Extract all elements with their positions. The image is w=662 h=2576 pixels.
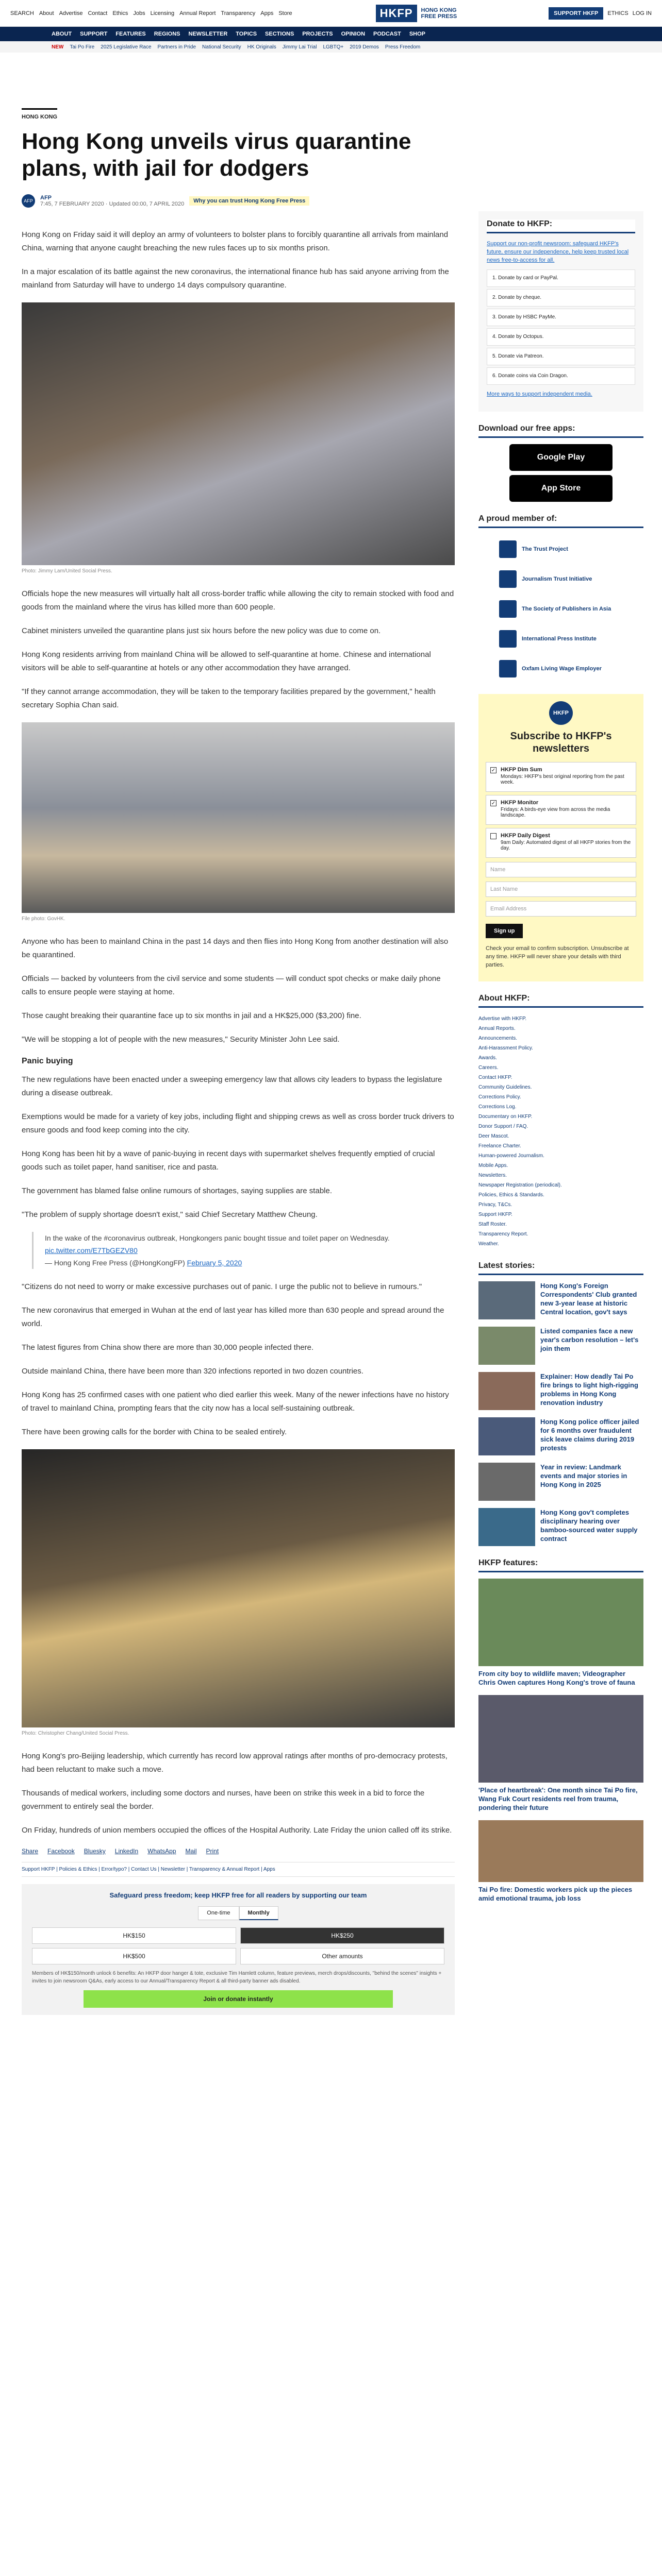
story-thumbnail [478,1327,535,1365]
frequency-toggle [32,1906,444,1920]
latest-story[interactable] [478,1327,643,1365]
share-mail[interactable]: Mail [185,1848,197,1855]
about-link[interactable]: Anti-Harassment Policy. [478,1045,533,1051]
trending-link[interactable]: LGBTQ+ [323,44,344,50]
donate-option[interactable]: 3. Donate by HSBC PayMe. [487,309,635,326]
one-time-tab[interactable]: One-time [198,1906,239,1920]
feature-title[interactable]: 'Place of heartbreak': One month since Tai Po fire, Wang Fuk Court residents reel from trauma, pondering their future [478,1786,638,1811]
latest-story[interactable] [478,1508,643,1546]
newsletter-option[interactable] [486,795,636,825]
story-thumbnail [478,1463,535,1501]
nav-item[interactable]: REGIONS [154,31,180,37]
amount-other[interactable]: Other amounts [240,1948,444,1964]
name-input[interactable]: Name [486,862,636,877]
paragraph: Exemptions would be made for a variety of key jobs, including flight and shipping crews as well as cross border truck drivers to ensure goods and food keep coming into the city. [22,1112,454,1134]
about-link[interactable]: Contact HKFP. [478,1075,512,1080]
top-link[interactable]: Jobs [133,10,145,16]
paragraph: The new regulations have been enacted under a sweeping emergency law that allows city leaders to bypass the legislature during a disease outbreak. [22,1075,442,1097]
nav-item[interactable]: PODCAST [373,31,401,37]
widget-heading: About HKFP: [478,994,643,1008]
feature-title[interactable]: From city boy to wildlife maven; Videographer Chris Owen captures Hong Kong's trove of fauna [478,1670,635,1686]
top-link[interactable]: Licensing [150,10,175,16]
feature-image [478,1579,643,1666]
paragraph: Hong Kong on Friday said it will deploy an army of volunteers to bolster plans to forcibly quarantine all arrivals from mainland China, warning that anyone caught breaching the new rules faces up to six months prison. [22,230,449,252]
article-photo [22,722,455,913]
nav-item[interactable]: SHOP [409,31,425,37]
donate-option[interactable]: 6. Donate coins via Coin Dragon. [487,367,635,385]
article-dates: 7:45, 7 FEBRUARY 2020 · Updated 00:00, 7 APRIL 2020 [40,201,185,207]
member-logo[interactable] [499,594,643,624]
latest-story[interactable] [478,1463,643,1501]
member-name: Journalism Trust Initiative [522,576,592,582]
about-link[interactable]: Newsletters. [478,1173,507,1178]
signup-button[interactable]: Sign up [486,924,523,938]
logo-line-1: HONG KONG [421,7,457,13]
member-icon [499,660,517,677]
about-link[interactable]: Community Guidelines. [478,1084,532,1090]
newsletter-option[interactable] [486,762,636,792]
donate-widget [478,211,643,412]
support-button[interactable]: SUPPORT HKFP [549,7,603,20]
paragraph: "Citizens do not need to worry or make excessive purchases out of panic. I urge the public not to believe in rumours." [22,1282,422,1291]
nav-item[interactable]: TOPICS [236,31,257,37]
story-thumbnail [478,1281,535,1319]
more-ways-link[interactable]: More ways to support independent media. [487,391,592,397]
photo-caption: Photo: Jimmy Lam/United Social Press. [22,568,112,574]
paragraph: "The problem of supply shortage doesn't exist," said Chief Secretary Matthew Cheung. [22,1210,318,1219]
option-title: HKFP Daily Digest [501,833,550,839]
about-link[interactable]: Privacy, T&Cs. [478,1202,512,1208]
top-link[interactable]: Store [278,10,292,16]
embedded-tweet [32,1232,455,1269]
top-link[interactable]: Annual Report [179,10,216,16]
trending-bar [0,41,662,53]
story-thumbnail [478,1508,535,1546]
about-link[interactable]: Annual Reports. [478,1026,516,1031]
amount-option-selected[interactable]: HK$250 [240,1927,444,1944]
paragraph: "If they cannot arrange accommodation, they will be taken to the temporary facilities prepared by the government," health secretary Sophia Chan said. [22,687,436,709]
main-nav [0,27,662,41]
tweet-author: — Hong Kong Free Press (@HongKongFP) [45,1259,185,1267]
story-title[interactable]: Year in review: Landmark events and major stories in Hong Kong in 2025 [540,1463,627,1488]
feature-story[interactable] [478,1695,643,1812]
tweet-pic-link[interactable]: pic.twitter.com/E7TbGEZV80 [45,1246,138,1255]
email-input[interactable]: Email Address [486,901,636,917]
feature-story[interactable] [478,1579,643,1687]
nav-item[interactable]: SECTIONS [265,31,294,37]
member-icon [499,600,517,618]
top-link[interactable]: Apps [260,10,274,16]
top-link[interactable]: About [39,10,54,16]
paragraph: Those caught breaking their quarantine face up to six months in jail and a HK$25,000 ($3,200) fine. [22,1011,361,1020]
widget-heading: Download our free apps: [478,424,643,438]
app-store-badge[interactable]: App Store [509,475,613,502]
tweet-text: In the wake of the #coronavirus outbreak, Hongkongers panic bought tissue and toilet paper on Wednesday. [45,1234,390,1242]
about-link[interactable]: Corrections Policy. [478,1094,521,1100]
paragraph: In a major escalation of its battle against the new coronavirus, the international finance hub has said anyone arriving from the mainland from Saturday will have to undergo 14 days compulsory quarantine. [22,267,449,290]
about-link[interactable]: Staff Roster. [478,1222,507,1227]
logo-line-2: FREE PRESS [421,13,457,20]
top-link[interactable]: Advertise [59,10,83,16]
option-desc: 9am Daily: Automated digest of all HKFP stories from the day. [501,840,631,851]
donate-option[interactable]: 4. Donate by Octopus. [487,328,635,346]
newsletter-badge: HKFP [549,701,573,725]
nav-item[interactable]: PROJECTS [302,31,333,37]
member-name: International Press Institute [522,636,597,642]
about-link[interactable]: Corrections Log. [478,1104,517,1110]
widget-heading: Donate to HKFP: [487,219,635,233]
about-link[interactable]: Policies, Ethics & Standards. [478,1192,544,1198]
trending-link[interactable]: 2025 Legislative Race [101,44,152,50]
photo-caption: File photo: GovHK. [22,916,65,922]
top-link[interactable]: Ethics [112,10,128,16]
latest-story[interactable] [478,1281,643,1319]
share-whatsapp[interactable]: WhatsApp [147,1848,176,1855]
paragraph: Cabinet ministers unveiled the quarantine plans just six hours before the new policy was due to come on. [22,626,381,635]
top-link[interactable]: SEARCH [10,10,34,16]
member-icon [499,540,517,558]
paragraph: Outside mainland China, there have been more than 320 infections reported in two dozen countries. [22,1367,363,1376]
byline-text [40,195,184,207]
article-photo [22,1449,455,1727]
trust-link[interactable]: Why you can trust Hong Kong Free Press [189,196,309,206]
donate-blurb [487,240,635,264]
article [22,108,455,2015]
logo-mark: HKFP [376,5,417,22]
about-link[interactable]: Announcements. [478,1036,518,1041]
latest-story[interactable] [478,1417,643,1455]
paragraph: Hong Kong has 25 confirmed cases with one patient who died earlier this week. Many of the newer infections have no history of travel to mainland China, prompting fears that the city now has a local self-sustaining outbreak. [22,1391,449,1413]
article-kicker[interactable]: HONG KONG [22,108,57,120]
widget-heading: Latest stories: [478,1261,643,1275]
ethics-link[interactable]: ETHICS [607,10,628,16]
paragraph: "We will be stopping a lot of people with the new measures," Security Minister John Lee said. [22,1035,340,1044]
share-linkedin[interactable]: LinkedIn [114,1848,139,1855]
story-title[interactable]: Hong Kong police officer jailed for 6 months over fraudulent sick leave claims during 2019 protests [540,1418,639,1452]
paragraph: Anyone who has been to mainland China in the past 14 days and then flies into Hong Kong from another destination will also be quarantined. [22,937,449,959]
story-title[interactable]: Hong Kong gov't completes disciplinary hearing over bamboo-sourced water supply contract [540,1509,638,1543]
paragraph: Officials hope the new measures will virtually halt all cross-border traffic while allowing the city to remain stocked with food and goods from the mainland where the virus has killed more than 600 people. [22,589,454,612]
about-list [478,1014,643,1249]
site-logo[interactable] [376,5,457,22]
trending-link[interactable]: Jimmy Lai Trial [282,44,317,50]
top-right [549,7,652,20]
option-desc: Mondays: HKFP's best original reporting from the past week. [501,774,624,785]
donate-button[interactable]: Join or donate instantly [84,1990,393,2008]
about-link[interactable]: Awards. [478,1055,497,1061]
nav-item[interactable]: ABOUT [52,31,72,37]
feature-image [478,1820,643,1882]
trending-link[interactable]: Tai Po Fire [70,44,95,50]
paragraph: Officials — backed by volunteers from the civil service and some students — will conduct spot checks or make daily phone calls to ensure people were staying at home. [22,974,441,996]
paragraph: Hong Kong residents arriving from mainland China will be allowed to self-quarantine at home. Chinese and international visitors will be able to self-quarantine at hotels or any other accommodation they have arranged. [22,650,431,672]
section-heading: Panic buying [22,1057,73,1065]
author-avatar: AFP [22,194,35,208]
login-link[interactable]: LOG IN [632,10,652,16]
paragraph: Hong Kong has been hit by a wave of panic-buying in recent days with supermarket shelves frequently emptied of crucial goods such as toilet paper, hand sanitiser, rice and pasta. [22,1149,435,1172]
newsletter-note: Check your email to confirm subscription. Unsubscribe at any time. HKFP will never share your details with third parties. [486,945,629,968]
donate-blurb-link[interactable]: Support our non-profit newsroom: safeguard HKFP's future, ensure our independence, help keep trusted local news free-to-access for all. [487,241,629,263]
member-name: Oxfam Living Wage Employer [522,666,602,672]
article-photo [22,302,455,565]
option-desc: Fridays: A birds-eye view from across the media landscape. [501,807,610,818]
latest-story[interactable] [478,1372,643,1410]
about-link[interactable]: Deer Mascot. [478,1133,509,1139]
member-name: The Society of Publishers in Asia [522,606,611,612]
share-print[interactable]: Print [206,1848,219,1855]
tweet-date-link[interactable]: February 5, 2020 [187,1259,242,1267]
trending-link[interactable]: Partners in Pride [157,44,196,50]
author-name[interactable]: AFP [40,195,52,201]
paragraph: The government has blamed false online rumours of shortages, saying supplies are stable. [22,1187,332,1195]
byline [22,194,455,208]
donate-note: Members of HK$150/month unlock 6 benefits: An HKFP door hanger & tote, exclusive Tim Hamlett column, feature previews, merch drops/discounts, "behind the scenes" insights + invites to join newsroom Q&As, early access to our Annual/Transparency Report & all third-party banner ads disabled. [32,1971,442,1984]
member-icon [499,630,517,648]
top-bar [0,0,662,27]
article-title: Hong Kong unveils virus quarantine plans, with jail for dodgers [22,129,411,181]
about-link[interactable]: Donor Support / FAQ. [478,1124,528,1129]
member-name: The Trust Project [522,546,568,552]
member-logo[interactable] [499,534,643,564]
feature-story[interactable] [478,1820,643,1903]
top-link[interactable]: Contact [88,10,108,16]
nav-item[interactable]: OPINION [341,31,366,37]
checkbox-checked-icon[interactable]: ✓ [491,768,496,773]
sidebar [478,211,643,1911]
amount-options [32,1927,444,1964]
paragraph: Hong Kong's pro-Beijing leadership, which currently has record low approval ratings after months of pro-democracy protests, had been reluctant to make such a move. [22,1752,448,1774]
amount-option[interactable]: HK$150 [32,1927,236,1944]
article-footer-links[interactable]: Support HKFP | Policies & Ethics | Error/typo? | Contact Us | Newsletter | Transparency & Annual Report | Apps [22,1862,455,1877]
feature-title[interactable]: Tai Po fire: Domestic workers pick up the pieces amid emotional trauma, job loss [478,1886,633,1902]
top-links [10,10,292,16]
story-title[interactable]: Explainer: How deadly Tai Po fire brings to light high-rigging problems in Hong Kong renovation industry [540,1372,638,1406]
nav-item[interactable]: NEWSLETTER [188,31,228,37]
option-title: HKFP Dim Sum [501,767,542,773]
member-icon [499,570,517,588]
member-logo[interactable] [499,654,643,684]
about-link[interactable]: Transparency Report. [478,1231,528,1237]
signup-row [486,921,636,944]
photo-caption: Photo: Christopher Chang/United Social Press. [22,1731,129,1736]
new-badge: NEW [52,44,64,50]
share-facebook[interactable]: Facebook [47,1848,75,1855]
google-play-badge[interactable]: Google Play [509,444,613,471]
nav-item[interactable]: SUPPORT [80,31,108,37]
story-thumbnail [478,1372,535,1410]
widget-heading: A proud member of: [478,514,643,528]
paragraph: The new coronavirus that emerged in Wuhan at the end of last year has killed more than 630 people and spread around the world. [22,1306,444,1328]
about-link[interactable]: Freelance Charter. [478,1143,521,1149]
last-name-input[interactable]: Last Name [486,882,636,897]
monthly-tab[interactable]: Monthly [239,1906,278,1920]
trending-link[interactable]: National Security [202,44,241,50]
donate-option[interactable]: 1. Donate by card or PayPal. [487,269,635,287]
trending-link[interactable]: 2019 Demos [350,44,379,50]
paragraph: On Friday, hundreds of union members occupied the offices of the Hospital Authority. Late Friday the union called off its strike. [22,1826,452,1835]
top-link[interactable]: Transparency [221,10,256,16]
amount-option[interactable]: HK$500 [32,1948,236,1964]
checkbox-icon[interactable] [490,833,496,839]
about-link[interactable]: Newspaper Registration (periodical). [478,1182,562,1188]
about-link[interactable]: Advertise with HKFP. [478,1016,527,1022]
donate-option[interactable]: 2. Donate by cheque. [487,289,635,307]
about-link[interactable]: Mobile Apps. [478,1163,508,1168]
story-title[interactable]: Hong Kong's Foreign Correspondents' Club granted new 3-year lease at historic Central location, gov't says [540,1282,637,1316]
nav-item[interactable]: FEATURES [115,31,146,37]
share-link[interactable]: Share [22,1848,39,1855]
story-title[interactable]: Listed companies face a new year's carbon resolution – let's join them [540,1327,639,1352]
newsletter-widget [478,694,643,981]
feature-image [478,1695,643,1783]
paragraph: Thousands of medical workers, including some doctors and nurses, have been on strike this week in a bid to force the government to entirely seal the border. [22,1789,425,1811]
about-link[interactable]: Documentary on HKFP. [478,1114,533,1120]
paragraph: There have been growing calls for the border with China to be sealed entirely. [22,1428,287,1436]
more-ways [487,390,635,398]
about-link[interactable]: Human-powered Journalism. [478,1153,544,1159]
checkbox-checked-icon[interactable]: ✓ [491,801,496,806]
trending-link[interactable]: HK Originals [247,44,276,50]
member-logo[interactable] [499,624,643,654]
logo-text [421,7,457,20]
newsletter-title: Subscribe to HKFP's newsletters [510,731,612,754]
about-link[interactable]: Weather. [478,1241,499,1247]
donate-title: Safeguard press freedom; keep HKFP free for all readers by supporting our team [109,1891,367,1899]
widget-heading: HKFP features: [478,1558,643,1572]
donate-box [22,1884,455,2015]
about-link[interactable]: Support HKFP. [478,1212,512,1217]
option-title: HKFP Monitor [501,800,539,806]
member-logo[interactable] [499,564,643,594]
story-thumbnail [478,1417,535,1455]
share-bluesky[interactable]: Bluesky [84,1848,106,1855]
share-bar [22,1848,455,1855]
paragraph: The latest figures from China show there are more than 30,000 people infected there. [22,1343,314,1352]
trending-link[interactable]: Press Freedom [385,44,421,50]
newsletter-option[interactable] [486,828,636,858]
about-link[interactable]: Careers. [478,1065,499,1071]
donate-option[interactable]: 5. Donate via Patreon. [487,348,635,365]
